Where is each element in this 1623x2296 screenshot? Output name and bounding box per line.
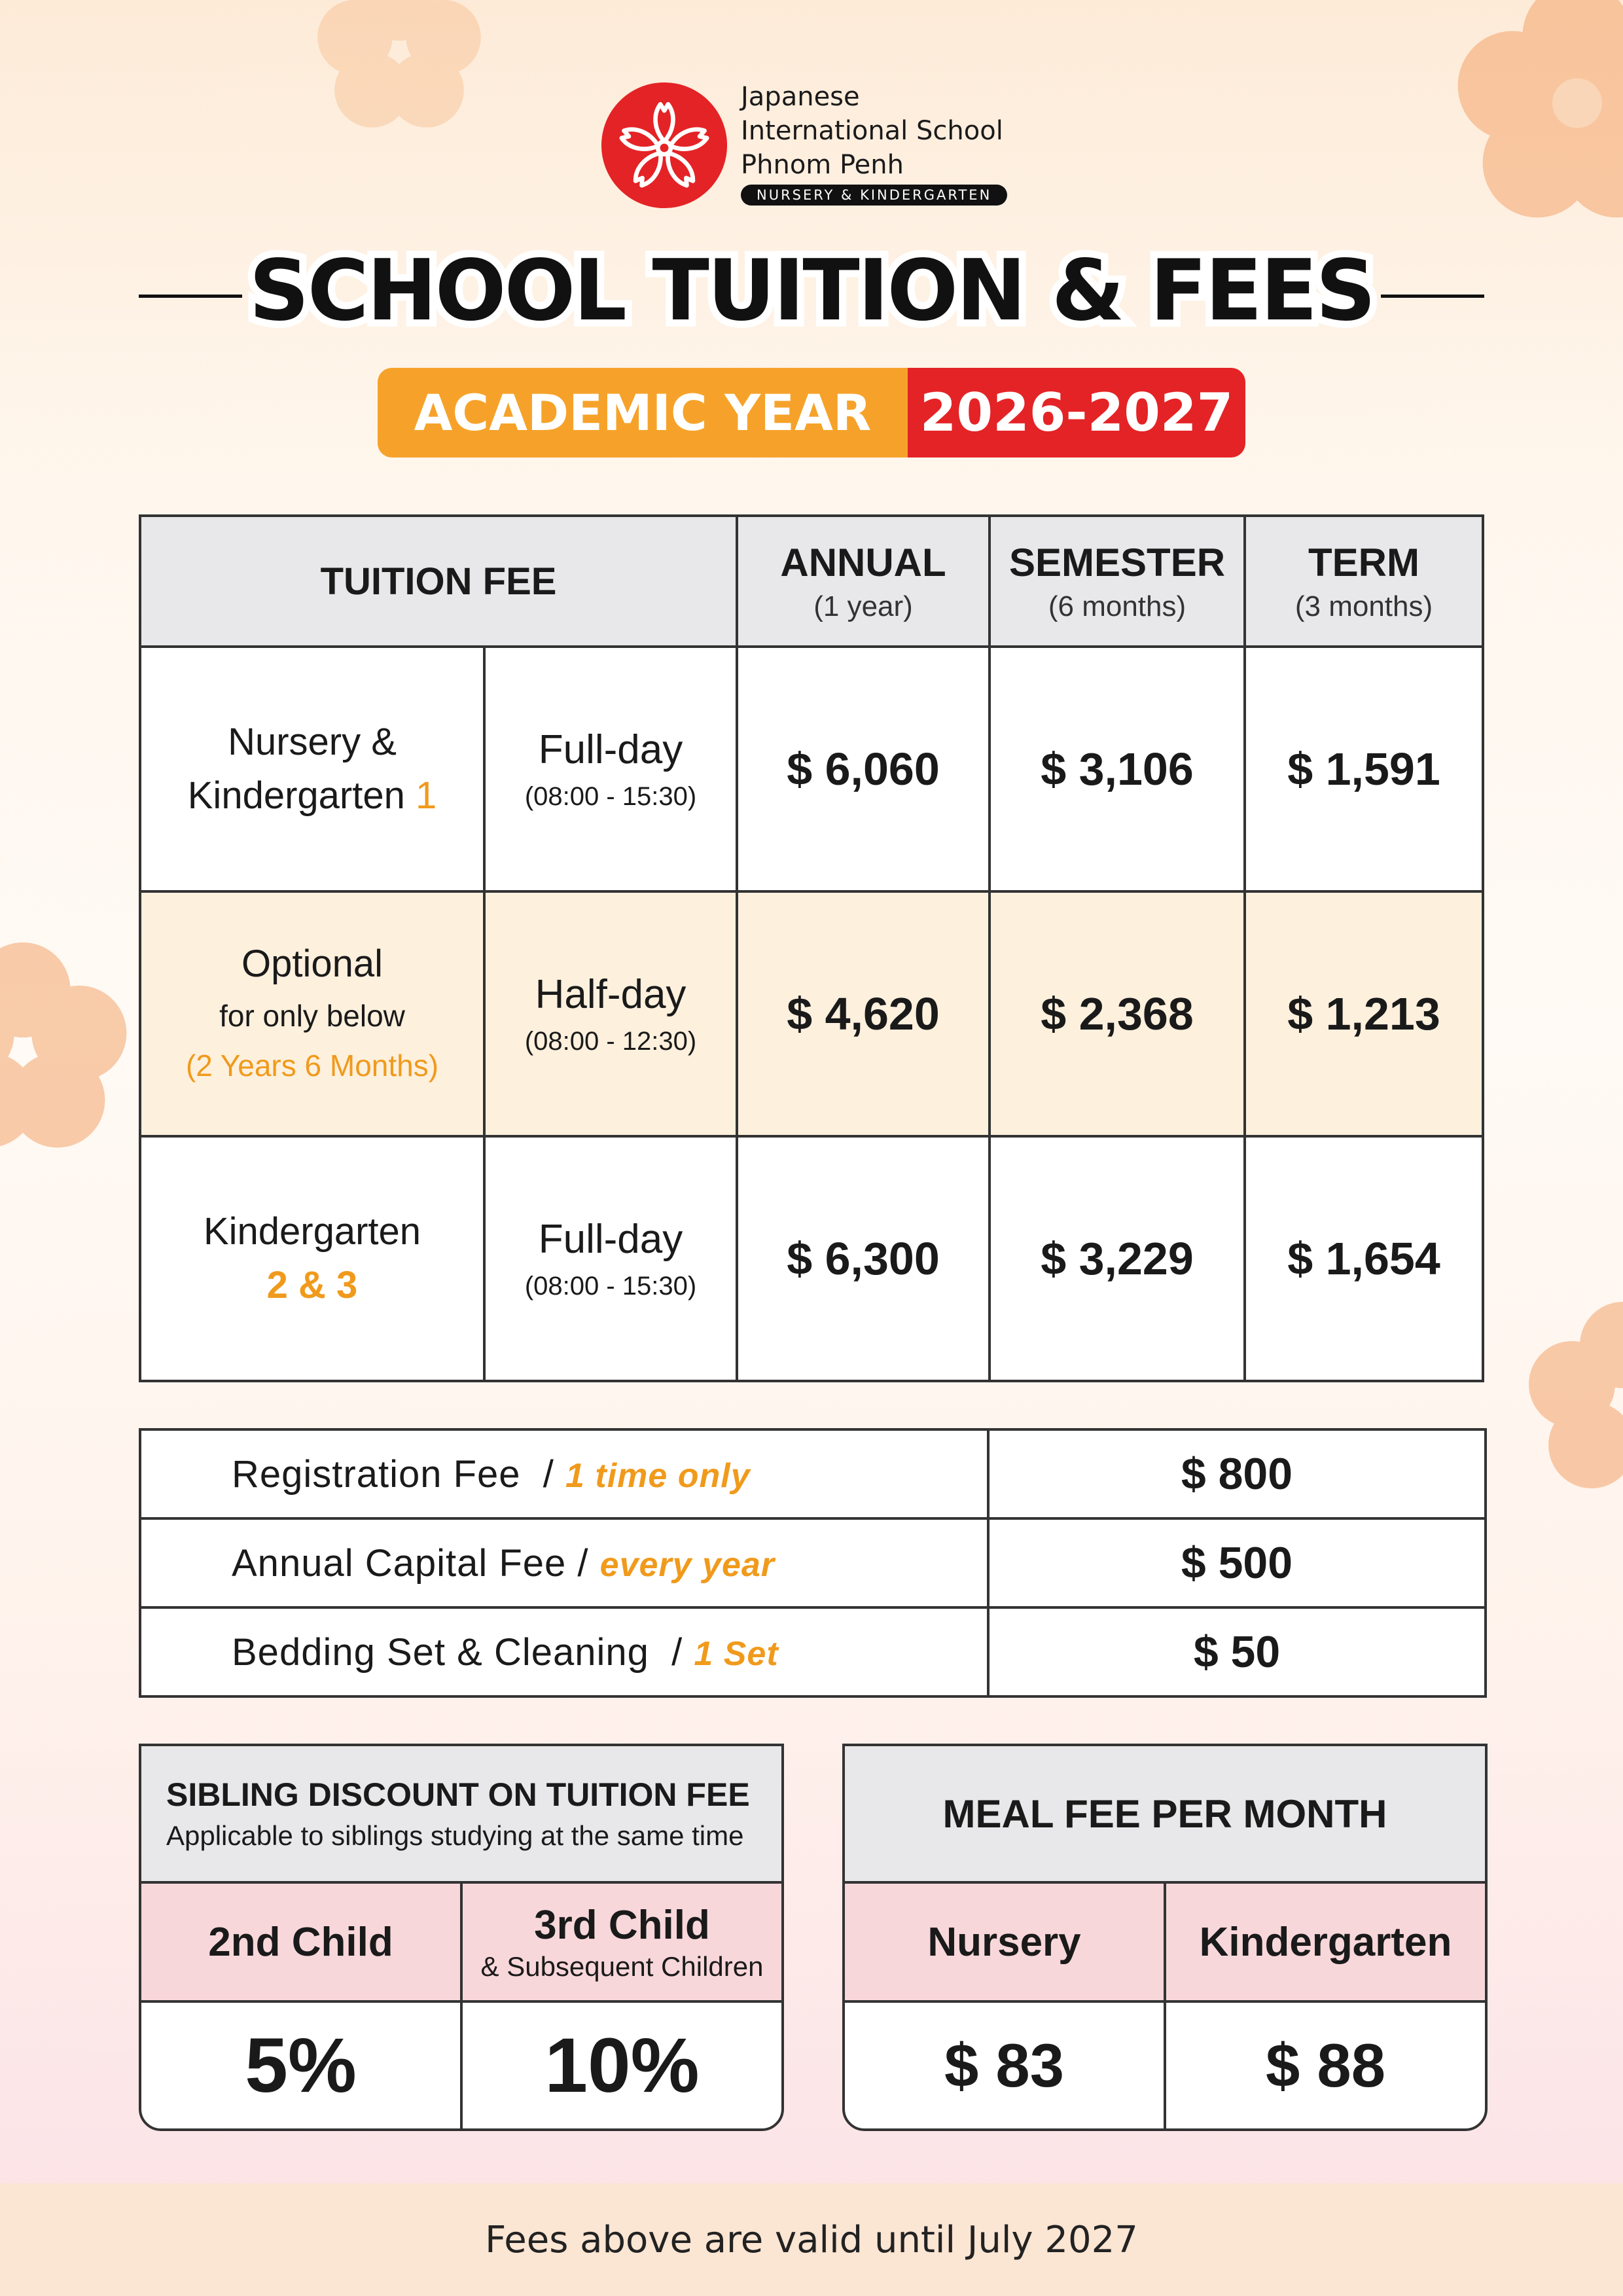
logo-line-1: Japanese bbox=[741, 82, 860, 112]
fee-name: Registration Fee bbox=[232, 1452, 521, 1496]
fee-amount: $ 50 bbox=[988, 1607, 1486, 1696]
third-child-cell bbox=[460, 1884, 781, 2000]
logo-line-2: International School bbox=[741, 116, 1003, 146]
level-line-2 bbox=[141, 769, 483, 823]
level-line-1: Nursery & bbox=[228, 721, 397, 763]
nursery-meal-fee: $ 83 bbox=[944, 2031, 1064, 2100]
schedule-label: Full-day bbox=[538, 1217, 683, 1262]
fee-name-cell bbox=[140, 1518, 988, 1607]
fee-separator: / bbox=[566, 1541, 589, 1585]
kindergarten-meal-fee: $ 88 bbox=[1266, 2031, 1385, 2100]
tuition-row-optional-halfday bbox=[140, 891, 1483, 1136]
academic-year-banner bbox=[378, 368, 1245, 457]
academic-year-value: 2026-2027 bbox=[908, 368, 1245, 457]
fee-name-cell bbox=[140, 1607, 988, 1696]
blossom-decoration-left-icon bbox=[0, 936, 131, 1152]
academic-year-label: ACADEMIC YEAR bbox=[378, 368, 908, 457]
sibling-discount-title: SIBLING DISCOUNT ON TUITION FEE bbox=[166, 1776, 750, 1813]
level-cell bbox=[140, 1136, 484, 1381]
semester-header-sub: (6 months) bbox=[1048, 590, 1186, 622]
second-child-discount: 5% bbox=[245, 2022, 357, 2109]
level-line-1: Optional bbox=[241, 942, 383, 985]
school-logo bbox=[600, 80, 1058, 211]
tuition-fee-header-label: TUITION FEE bbox=[320, 560, 557, 603]
fee-amount: $ 800 bbox=[988, 1429, 1486, 1518]
level-cell bbox=[140, 891, 484, 1136]
term-header bbox=[1245, 516, 1483, 647]
annual-header-sub: (1 year) bbox=[813, 590, 913, 622]
annual-price: $ 6,300 bbox=[737, 1136, 990, 1381]
kindergarten-meal-value-cell bbox=[1164, 2003, 1485, 2128]
meal-fee-header bbox=[845, 1746, 1485, 1884]
nursery-meal-label: Nursery bbox=[927, 1919, 1081, 1965]
term-header-label: TERM bbox=[1308, 540, 1419, 584]
fee-note: 1 time only bbox=[565, 1456, 751, 1495]
fee-name: Annual Capital Fee bbox=[232, 1541, 567, 1585]
sibling-discount-box bbox=[139, 1744, 784, 2131]
fee-row bbox=[140, 1607, 1486, 1696]
schedule-hours: (08:00 - 12:30) bbox=[524, 1027, 697, 1056]
meal-values-row bbox=[845, 2003, 1485, 2128]
level-accent: 1 bbox=[415, 774, 437, 817]
term-price: $ 1,591 bbox=[1245, 647, 1483, 891]
semester-price: $ 3,106 bbox=[990, 647, 1245, 891]
page-title: SCHOOL TUITION & FEES bbox=[249, 242, 1374, 340]
third-child-discount: 10% bbox=[544, 2022, 700, 2109]
meal-labels-row bbox=[845, 1884, 1485, 2003]
annual-header bbox=[737, 516, 990, 647]
schedule-label: Full-day bbox=[538, 727, 683, 772]
schedule-cell bbox=[484, 891, 737, 1136]
term-header-sub: (3 months) bbox=[1294, 590, 1433, 622]
nursery-meal-cell bbox=[845, 1884, 1164, 2000]
kindergarten-meal-cell bbox=[1164, 1884, 1485, 2000]
second-child-label: 2nd Child bbox=[208, 1919, 393, 1965]
schedule-cell bbox=[484, 1136, 737, 1381]
third-child-value-cell bbox=[460, 2003, 781, 2128]
fee-name-cell bbox=[140, 1429, 988, 1518]
fee-note: every year bbox=[599, 1545, 776, 1584]
level-text: Kindergarten bbox=[187, 774, 416, 817]
sibling-discount-subtitle: Applicable to siblings studying at the same time bbox=[166, 1820, 744, 1851]
blossom-decoration-top-left-icon bbox=[288, 0, 510, 131]
fee-amount: $ 500 bbox=[988, 1518, 1486, 1607]
annual-price: $ 4,620 bbox=[737, 891, 990, 1136]
tuition-table bbox=[139, 514, 1484, 1382]
fee-row bbox=[140, 1518, 1486, 1607]
level-cell bbox=[140, 647, 484, 891]
second-child-cell bbox=[141, 1884, 460, 2000]
sibling-discount-header bbox=[141, 1746, 781, 1884]
meal-fee-title: MEAL FEE PER MONTH bbox=[942, 1791, 1387, 1836]
schedule-hours: (08:00 - 15:30) bbox=[524, 782, 697, 811]
second-child-value-cell bbox=[141, 2003, 460, 2128]
level-line-1: Kindergarten bbox=[203, 1210, 421, 1253]
tuition-fee-header bbox=[140, 516, 737, 647]
schedule-hours: (08:00 - 15:30) bbox=[524, 1272, 697, 1300]
tuition-row-nursery-k1 bbox=[140, 647, 1483, 891]
sibling-values-row bbox=[141, 2003, 781, 2128]
fee-separator: / bbox=[649, 1630, 683, 1674]
tuition-header-row bbox=[140, 516, 1483, 647]
term-price: $ 1,213 bbox=[1245, 891, 1483, 1136]
annual-header-label: ANNUAL bbox=[780, 540, 946, 584]
blossom-decoration-right-icon bbox=[1525, 1289, 1623, 1499]
semester-price: $ 2,368 bbox=[990, 891, 1245, 1136]
semester-header bbox=[990, 516, 1245, 647]
blossom-decoration-top-right-icon bbox=[1453, 0, 1623, 236]
fee-name: Bedding Set & Cleaning bbox=[232, 1630, 649, 1674]
level-line-2: for only below bbox=[219, 999, 405, 1033]
sibling-labels-row bbox=[141, 1884, 781, 2003]
level-line-3: (2 Years 6 Months) bbox=[185, 1049, 439, 1083]
other-fees-table bbox=[139, 1428, 1487, 1698]
term-price: $ 1,654 bbox=[1245, 1136, 1483, 1381]
third-child-label: 3rd Child bbox=[534, 1902, 710, 1948]
level-accent: 2 & 3 bbox=[266, 1264, 358, 1306]
semester-header-label: SEMESTER bbox=[1008, 540, 1226, 584]
meal-fee-box bbox=[842, 1744, 1488, 2131]
sakura-flower-icon bbox=[600, 81, 728, 209]
schedule-cell bbox=[484, 647, 737, 891]
tuition-row-kindergarten-2-3 bbox=[140, 1136, 1483, 1381]
logo-line-3: Phnom Penh bbox=[741, 150, 904, 180]
third-child-sub: & Subsequent Children bbox=[480, 1950, 764, 1982]
schedule-label: Half-day bbox=[535, 972, 687, 1017]
nursery-meal-value-cell bbox=[845, 2003, 1164, 2128]
fee-row bbox=[140, 1429, 1486, 1518]
fee-separator: / bbox=[520, 1452, 554, 1496]
semester-price: $ 3,229 bbox=[990, 1136, 1245, 1381]
validity-footer: Fees above are valid until July 2027 bbox=[0, 2183, 1623, 2296]
annual-price: $ 6,060 bbox=[737, 647, 990, 891]
logo-tagline: NURSERY & KINDERGARTEN bbox=[741, 185, 1007, 206]
kindergarten-meal-label: Kindergarten bbox=[1199, 1919, 1452, 1965]
fee-note: 1 Set bbox=[694, 1634, 779, 1673]
